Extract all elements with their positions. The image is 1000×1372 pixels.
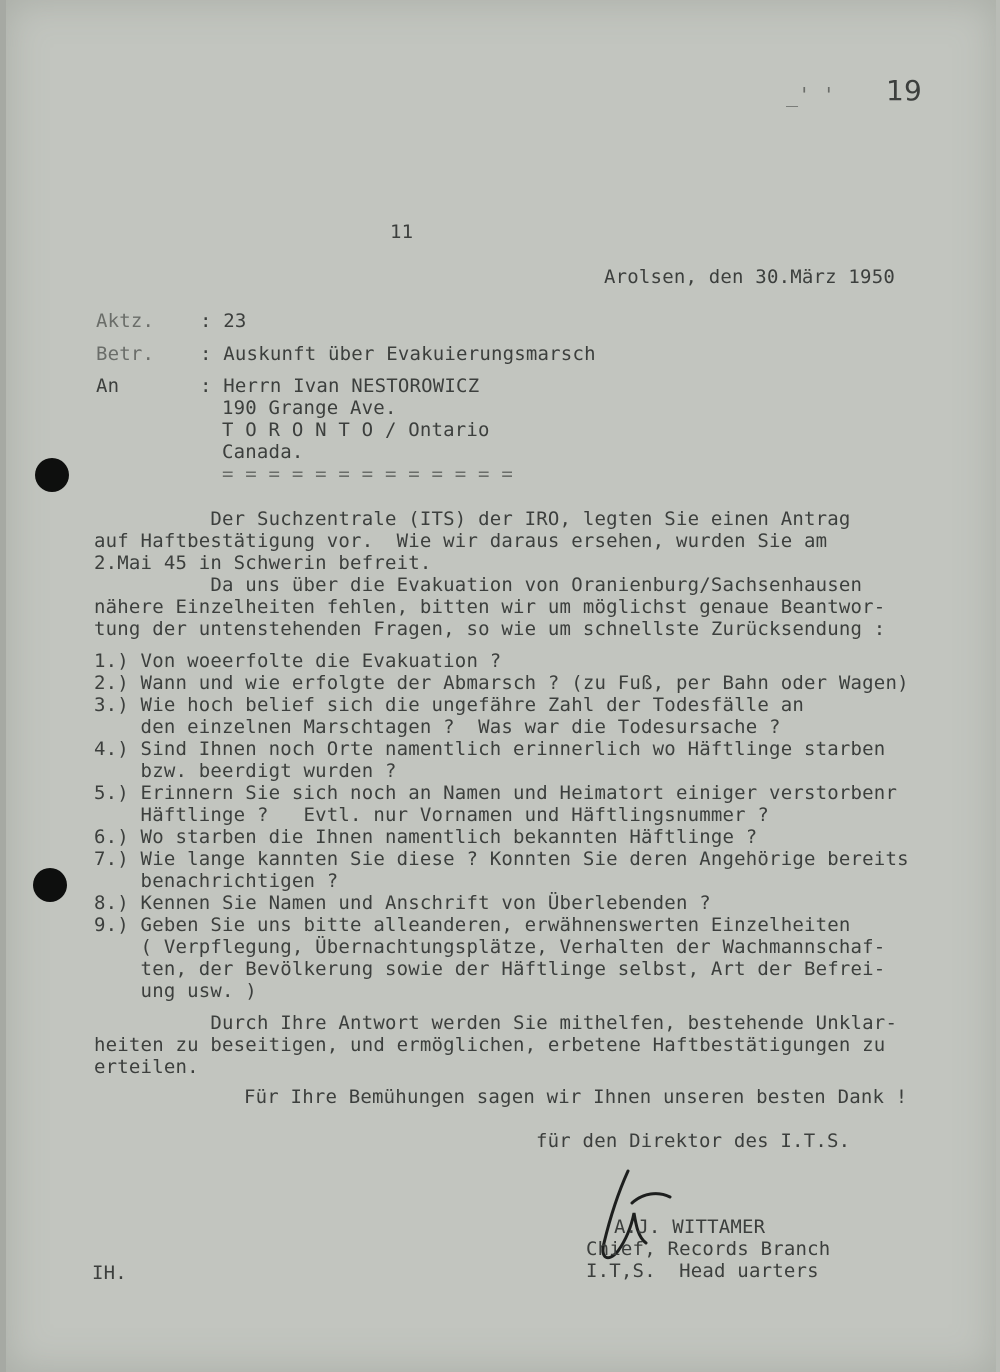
- body-line: heiten zu beseitigen, und ermöglichen, erbetene Haftbestätigungen zu: [94, 1034, 886, 1056]
- signatory-title: Chief, Records Branch: [586, 1238, 831, 1260]
- question-item: bzw. beerdigt wurden ?: [94, 760, 397, 782]
- question-item: ung usw. ): [94, 980, 257, 1002]
- for-director-line: für den Direktor des I.T.S.: [536, 1130, 851, 1152]
- body-line: Der Suchzentrale (ITS) der IRO, legten Sie einen Antrag: [94, 508, 851, 530]
- question-item: den einzelnen Marschtagen ? Was war die Todesursache ?: [94, 716, 781, 738]
- punch-hole: [35, 458, 69, 492]
- thanks-line: Für Ihre Bemühungen sagen wir Ihnen unseren besten Dank !: [244, 1086, 908, 1108]
- signatory-name: A.J. WITTAMER: [614, 1216, 766, 1238]
- address-line: 190 Grange Ave.: [222, 397, 397, 419]
- question-item: 8.) Kennen Sie Namen und Anschrift von Überlebenden ?: [94, 892, 711, 914]
- question-item: 4.) Sind Ihnen noch Orte namentlich erinnerlich wo Häftlinge starben: [94, 738, 886, 760]
- question-item: Häftlinge ? Evtl. nur Vornamen und Häftlingsnummer ?: [94, 804, 770, 826]
- signatory-org: I.T,S. Head uarters: [586, 1260, 819, 1282]
- address-underline: = = = = = = = = = = = = =: [222, 463, 513, 485]
- question-item: 9.) Geben Sie uns bitte alleanderen, erwähnenswerten Einzelheiten: [94, 914, 851, 936]
- typist-initials: IH.: [92, 1262, 127, 1284]
- address-line: : Herrn Ivan NESTOROWICZ: [200, 375, 480, 397]
- subject: : Auskunft über Evakuierungsmarsch: [200, 343, 596, 365]
- corner-mark: _' ': [786, 83, 835, 107]
- body-line: nähere Einzelheiten fehlen, bitten wir um möglichst genaue Beantwor-: [94, 596, 886, 618]
- punch-hole: [33, 868, 67, 902]
- question-item: benachrichtigen ?: [94, 870, 339, 892]
- question-item: 3.) Wie hoch belief sich die ungefähre Zahl der Todesfälle an: [94, 694, 804, 716]
- question-item: 7.) Wie lange kannten Sie diese ? Konnten Sie deren Angehörige bereits: [94, 848, 909, 870]
- sheet-number: 11: [390, 221, 414, 243]
- betr-label: Betr.: [96, 343, 155, 365]
- body-line: Durch Ihre Antwort werden Sie mithelfen, bestehende Unklar-: [94, 1012, 898, 1034]
- body-line: 2.Mai 45 in Schwerin befreit.: [94, 552, 432, 574]
- place-date: Arolsen, den 30.März 1950: [604, 266, 895, 288]
- body-line: auf Haftbestätigung vor. Wie wir daraus ersehen, wurden Sie am: [94, 530, 828, 552]
- body-line: Da uns über die Evakuation von Oranienburg/Sachsenhausen: [94, 574, 863, 596]
- an-label: An: [96, 375, 120, 397]
- question-item: 6.) Wo starben die Ihnen namentlich bekannten Häftlinge ?: [94, 826, 758, 848]
- body-line: erteilen.: [94, 1056, 199, 1078]
- question-item: 5.) Erinnern Sie sich noch an Namen und Heimatort einiger verstorbenr: [94, 782, 898, 804]
- question-item: ten, der Bevölkerung sowie der Häftlinge selbst, Art der Befrei-: [94, 958, 886, 980]
- address-line: T O R O N T O / Ontario: [222, 419, 490, 441]
- question-item: 2.) Wann und wie erfolgte der Abmarsch ? (zu Fuß, per Bahn oder Wagen): [94, 672, 909, 694]
- body-line: tung der untenstehenden Fragen, so wie um schnellste Zurücksendung :: [94, 618, 886, 640]
- aktz-label: Aktz.: [96, 310, 155, 332]
- address-line: Canada.: [222, 441, 304, 463]
- question-item: 1.) Von woeerfolte die Evakuation ?: [94, 650, 502, 672]
- page-number: 19: [886, 74, 923, 107]
- question-item: ( Verpflegung, Übernachtungsplätze, Verhalten der Wachmannschaf-: [94, 936, 886, 958]
- aktz-value: : 23: [200, 310, 247, 332]
